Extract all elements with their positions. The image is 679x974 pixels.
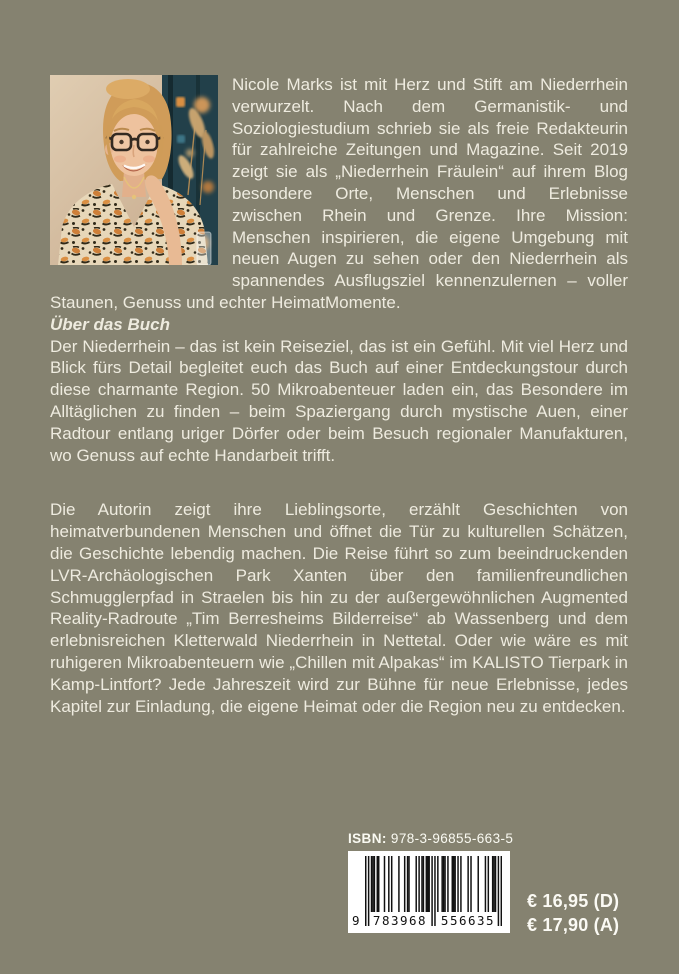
isbn-number: 978-3-96855-663-5 — [390, 831, 514, 846]
barcode-digit-group2: 556635 — [440, 913, 496, 928]
isbn-label: ISBN: — [348, 831, 387, 846]
isbn-area — [348, 831, 513, 933]
photo-hair-bun — [106, 79, 150, 99]
isbn-line — [348, 831, 513, 847]
price-austria: € 17,90 (A) — [527, 914, 620, 935]
author-photo — [50, 75, 218, 265]
barcode-digit-left: 9 — [352, 913, 360, 928]
about-book-heading: Über das Buch — [50, 314, 170, 334]
author-photo-illustration — [50, 75, 218, 265]
about-book-paragraph-1: Der Niederrhein – das ist kein Reiseziel, das ist ein Gefühl. Mit viel Herz und Blick fürs Detail begleitet euch das Buch auf einer Entdeckungstour durch diese charmante Region. 50 Mikroabenteuer laden ein, das Besondere im Alltäglichen zu finden – beim Spaziergang durch mystische Auen, einer Radtour entlang uriger Dörfer oder beim Besuch regionaler Manufakturen, wo Genuss auf echte Handarbeit trifft. — [50, 336, 628, 465]
photo-drinking-glass — [197, 232, 211, 265]
barcode-digit-group1: 783968 — [372, 913, 428, 928]
about-book-paragraph-2: Die Autorin zeigt ihre Lieblingsorte, erzählt Geschichten von heimatverbundenen Menschen und öffnet die Tür zu kulturellen Schätzen, die Geschichte lebendig machen. Die Reise führt so zum beeindruckenden LVR-Archäologischen Park Xanten über den familienfreundlichen Schmugglerpfad in Straelen bis hin zu der außergewöhnlichen Augmented Reality-Radroute „Tim Berresheims Bilderreise“ ab Wassenberg und dem erlebnisreichen Kletterwald Niederrhein in Nettetal. Oder wie wäre es mit ruhigeren Mikroabenteuern wie „Chillen mit Alpakas“ im KALISTO Tierpark in Kamp-Lintfort? Jede Jahreszeit wird zur Bühne für neue Erlebnisse, jedes Kapitel zur Einladung, die eigene Heimat oder die Region neu zu entdecken. — [50, 500, 628, 716]
author-bio-paragraph: Nicole Marks ist mit Herz und Stift am Niederrhein verwurzelt. Nach dem Germanistik- und Soziologiestudium schrieb sie als freie Redakteurin für zahlreiche Zeitungen und Magazine. Seit 2019 zeigt sie als „Niederrhein Fräulein“ auf ihrem Blog besondere Orte, Menschen und Erlebnisse zwischen Rhein und Grenze. Ihre Mission: Menschen inspirieren, die eigene Umgebung mit neuen Augen zu sehen oder den Niederrhein als spannendes Ausflugsziel kennenzulernen – voller Staunen, Genuss und echter HeimatMomente. — [50, 75, 628, 312]
barcode-digits — [348, 912, 510, 930]
back-cover-text-column — [50, 74, 628, 717]
price-germany: € 16,95 (D) — [527, 891, 620, 911]
price-block — [527, 890, 619, 937]
ean-barcode — [348, 851, 510, 933]
